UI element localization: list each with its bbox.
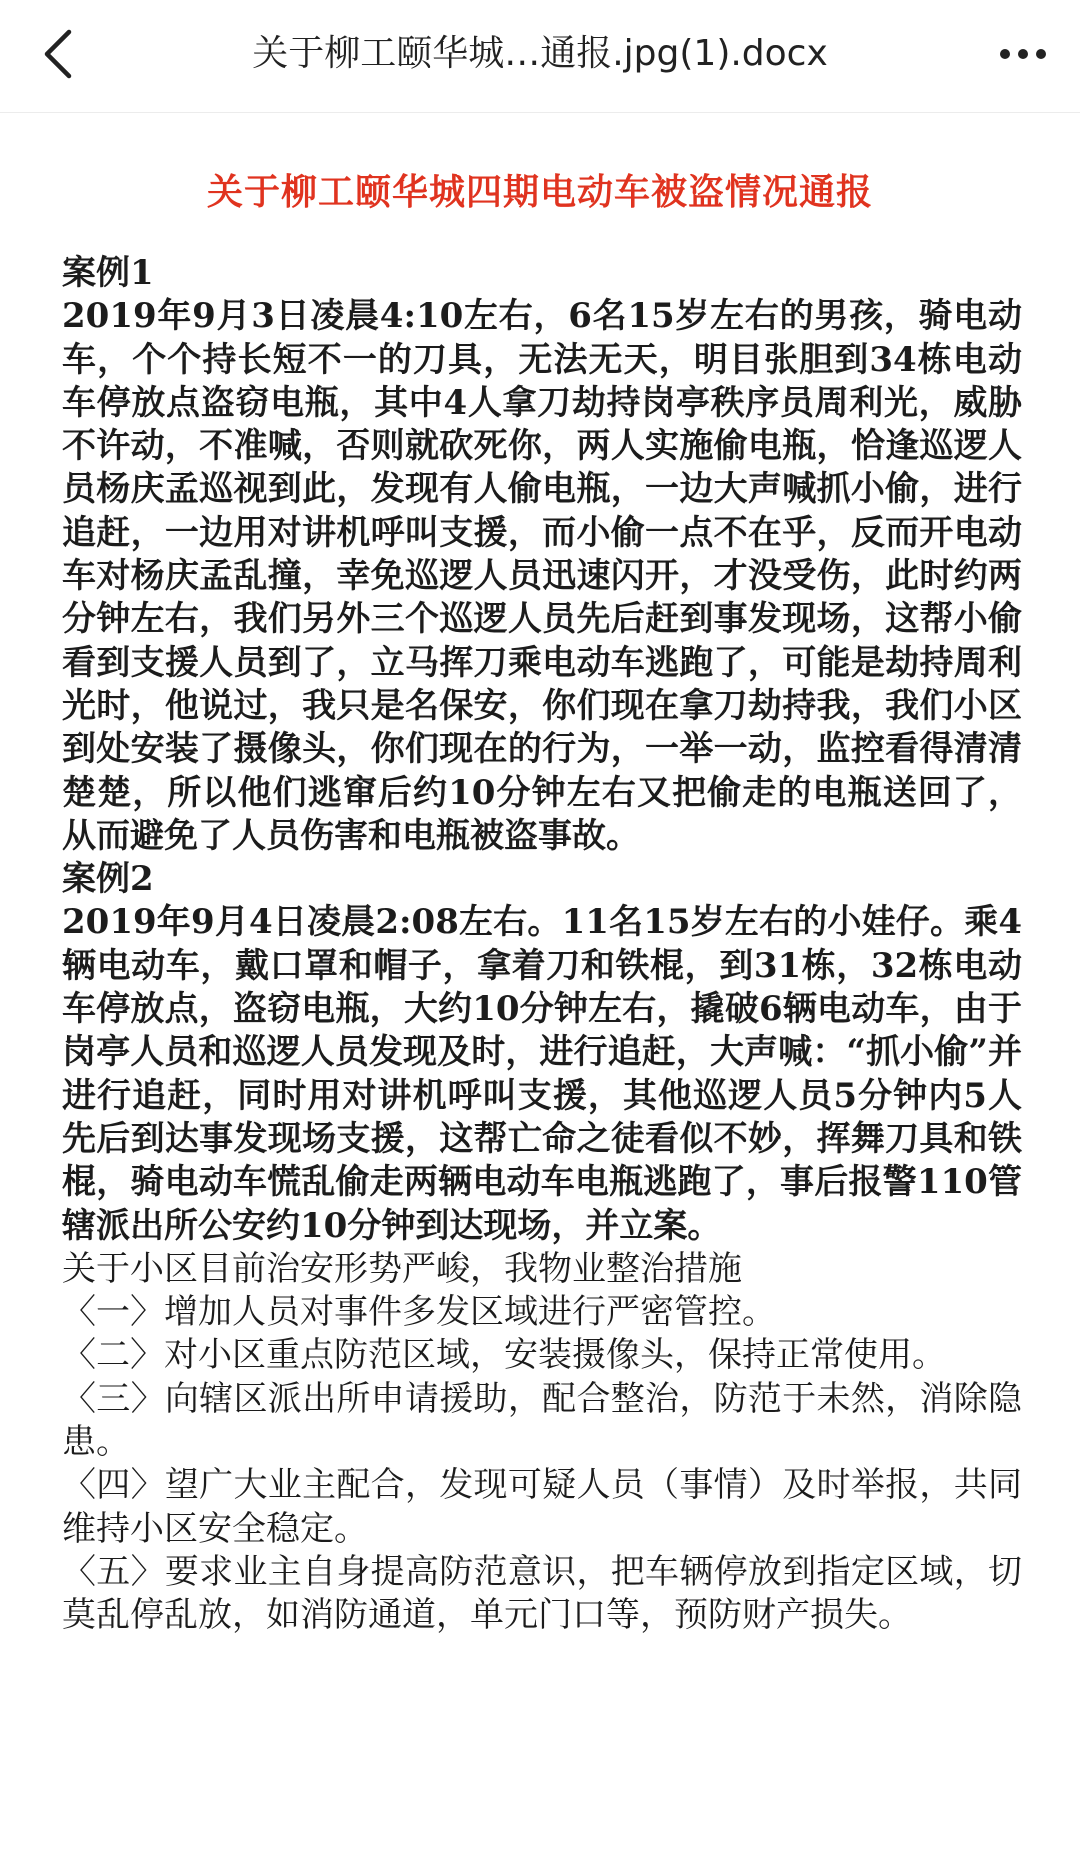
case-2-label: 案例2 <box>62 859 154 900</box>
measure-item: 〈二〉对小区重点防范区域，安装摄像头，保持正常使用。 <box>62 1335 946 1376</box>
measure-item: 〈三〉向辖区派出所申请援助，配合整治，防范于未然，消除隐患。 <box>62 1378 1022 1463</box>
back-button[interactable] <box>26 22 90 86</box>
document-content[interactable] <box>0 112 1080 1864</box>
more-options-button[interactable] <box>988 22 1058 86</box>
measures-heading: 关于小区目前治安形势严峻，我物业整治措施 <box>62 1248 742 1289</box>
chevron-left-icon <box>41 29 75 79</box>
measure-item: 〈五〉要求业主自身提高防范意识，把车辆停放到指定区域，切莫乱停乱放，如消防通道，单元门口等，预防财产损失。 <box>62 1551 1022 1636</box>
case-1-text: 2019年9月3日凌晨4:10左右，6名15岁左右的男孩，骑电动车，个个持长短不一的刀具，无法无天，明目张胆到34栋电动车停放点盗窃电瓶，其中4人拿刀劫持岗亭秩序员周利光，威胁不许动，不准喊，否则就砍死你，两人实施偷电瓶，恰逢巡逻人员杨庆孟巡视到此，发现有人偷电瓶，一边大声喊抓小偷，进行追赶，一边用对讲机呼叫支援，而小偷一点不在乎，反而开电动车对杨庆孟乱撞，幸免巡逻人员迅速闪开，才没受伤，此时约两分钟左右，我们另外三个巡逻人员先后赶到事发现场，这帮小偷看到支援人员到了，立马挥刀乘电动车逃跑了，可能是劫持周利光时，他说过，我只是名保安，你们现在拿刀劫持我，我们小区到处安装了摄像头，你们现在的行为，一举一动，监控看得清清楚楚，所以他们逃窜后约10分钟左右又把偷走的电瓶送回了，从而避免了人员伤害和电瓶被盗事故。 <box>62 296 1022 856</box>
case-1-label: 案例1 <box>62 253 154 293</box>
file-name-title: 关于柳工颐华城…通报.jpg(1).docx <box>252 33 828 74</box>
document-title: 关于柳工颐华城四期电动车被盗情况通报 <box>206 172 873 213</box>
case-2-text: 2019年9月4日凌晨2:08左右。11名15岁左右的小娃仔。乘4辆电动车，戴口罩和帽子，拿着刀和铁棍，到31栋，32栋电动车停放点，盗窃电瓶，大约10分钟左右，撬破6辆电动车，由于岗亭人员和巡逻人员发现及时，进行追赶，大声喊：“抓小偷”并进行追赶，同时用对讲机呼叫支援，其他巡逻人员5分钟内5人先后到达事发现场支援，这帮亡命之徒看似不妙，挥舞刀具和铁棍，骑电动车慌乱偷走两辆电动车电瓶逃跑了，事后报警110管辖派出所公安约10分钟到达现场，并立案。 <box>62 902 1022 1246</box>
document-body <box>62 252 1022 1638</box>
more-dots-icon <box>997 46 1049 62</box>
measure-item: 〈四〉望广大业主配合，发现可疑人员（事情）及时举报，共同维持小区安全稳定。 <box>62 1465 1022 1549</box>
measure-item: 〈一〉增加人员对事件多发区域进行严密管控。 <box>62 1292 776 1333</box>
top-navigation-bar <box>0 0 1080 113</box>
